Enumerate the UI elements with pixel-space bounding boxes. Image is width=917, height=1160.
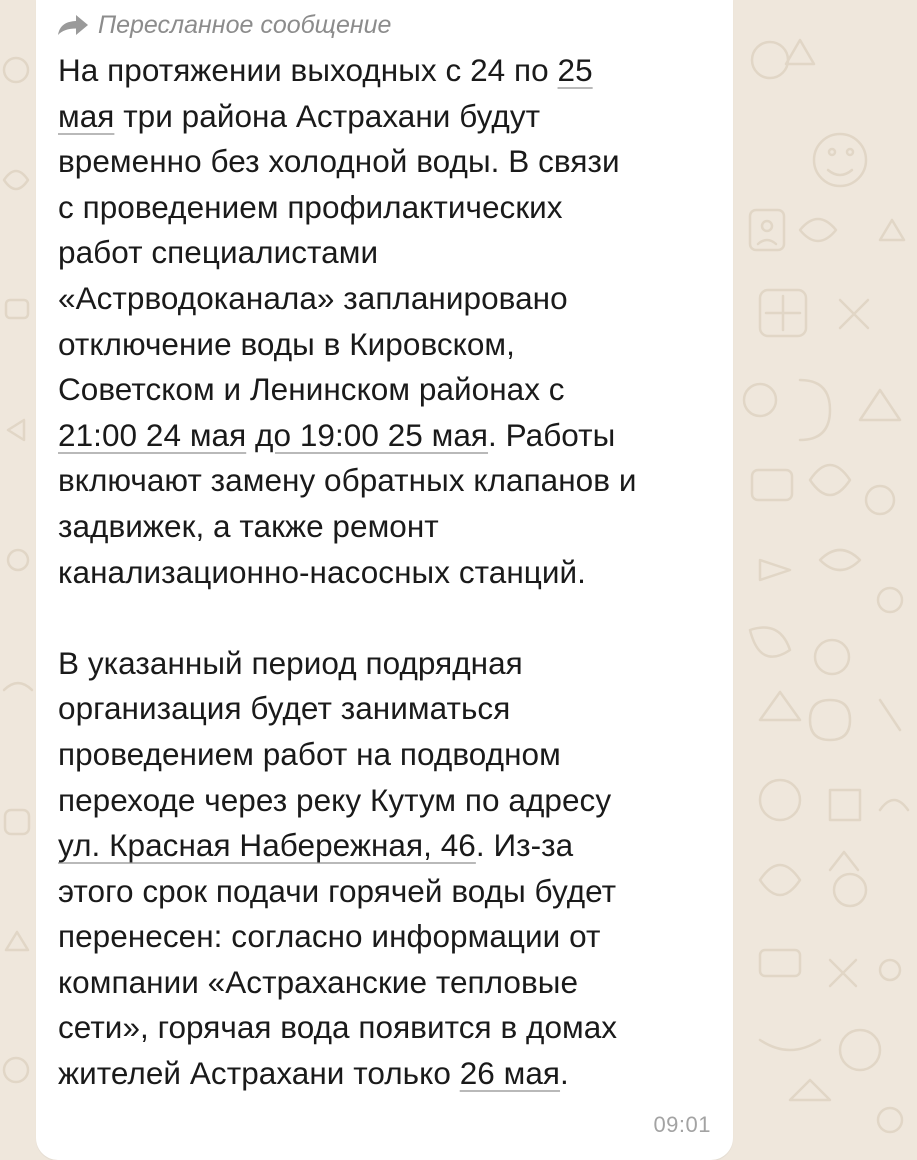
text-line xyxy=(58,94,728,140)
text-segment: три района Астрахани будут xyxy=(114,97,541,134)
text-line: Советском и Ленинском районах с xyxy=(58,371,565,408)
text-segment xyxy=(246,417,255,453)
date-link[interactable]: мая xyxy=(58,97,115,134)
text-line: компании «Астраханские тепловые xyxy=(58,963,579,1000)
text-line: задвижек, а также ремонт xyxy=(58,507,439,544)
date-link[interactable]: 21:00 24 мая xyxy=(58,416,247,453)
text-line xyxy=(58,413,728,459)
forward-arrow-icon xyxy=(56,13,90,37)
text-line: проведением работ на подводном xyxy=(58,735,561,772)
text-segment: жителей Астрахани только xyxy=(58,1055,460,1092)
message-timestamp: 09:01 xyxy=(653,1112,711,1137)
text-line: перенесен: согласно информации от xyxy=(58,918,601,955)
text-line: временно без холодной воды. В связи xyxy=(58,143,620,180)
date-link[interactable]: до 19:00 25 мая xyxy=(255,416,489,453)
forwarded-label: Пересланное сообщение xyxy=(98,11,392,39)
text-line: сети», горячая вода появится в домах xyxy=(58,1009,618,1046)
message-bubble[interactable] xyxy=(36,0,733,1160)
text-line: включают замену обратных клапанов и xyxy=(58,462,637,499)
text-line: работ специалистами xyxy=(58,234,379,271)
date-link[interactable]: 25 xyxy=(557,52,593,88)
text-segment: . Из-за xyxy=(475,827,574,864)
text-line: В указанный период подрядная xyxy=(58,644,523,681)
text-line: отключение воды в Кировском, xyxy=(58,325,515,362)
date-link[interactable]: 26 мая xyxy=(459,1055,561,1092)
text-line: переходе через реку Кутум по адресу xyxy=(58,781,612,818)
text-line: этого срок подачи горячей воды будет xyxy=(58,872,617,909)
text-segment: На протяжении выходных с 24 по xyxy=(58,52,558,88)
text-line: с проведением профилактических xyxy=(58,188,563,225)
text-line xyxy=(58,1051,728,1097)
paragraph-spacer xyxy=(58,595,728,641)
forwarded-header xyxy=(56,10,391,40)
text-line: канализационно-насосных станций. xyxy=(58,553,586,590)
address-link[interactable]: ул. Красная Набережная, 46 xyxy=(58,827,476,864)
text-line xyxy=(58,823,728,869)
message-text xyxy=(58,48,728,1097)
text-line: организация будет заниматься xyxy=(58,690,511,727)
text-segment: . xyxy=(560,1055,569,1092)
text-segment: . Работы xyxy=(488,416,616,453)
text-line xyxy=(58,48,728,94)
text-line: «Астрводоканала» запланировано xyxy=(58,279,568,316)
